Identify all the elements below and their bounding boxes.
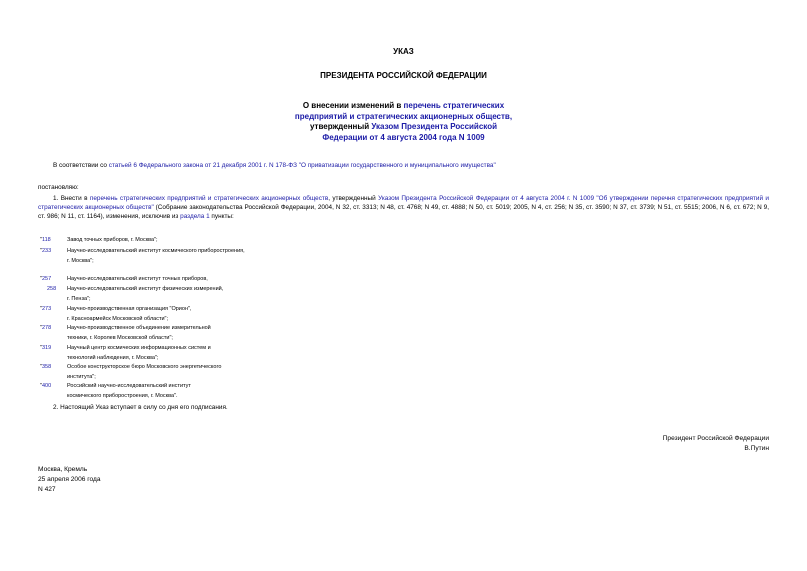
item-text: Научный центр космических информационных систем и технологий наблюдения, г. Москва"; <box>67 345 211 361</box>
item-number-link[interactable]: 273 <box>41 306 52 312</box>
item-number-link[interactable]: 118 <box>41 237 51 243</box>
paragraph-1-decree-link[interactable]: Указом Президента Российской Федерации от 4 августа 2004 г. N 1009 "Об утверждении перечня стратегических предприятий и стратегических акционерных обществ" <box>38 195 769 212</box>
preamble <box>53 161 496 170</box>
issue-place: Москва, Кремль <box>38 466 88 473</box>
signature-block <box>663 434 769 453</box>
decree-title-line-3 <box>0 122 807 133</box>
decree-title-prefix: О внесении изменений в <box>302 101 404 110</box>
item-number-link[interactable]: 257 <box>41 276 52 282</box>
decree-title <box>0 101 807 143</box>
item-number: "358 <box>40 364 52 370</box>
decree-title-line-2 <box>0 112 807 123</box>
document-type-title: УКАЗ <box>393 47 414 56</box>
paragraph-1-part-1: 1. Внести в <box>53 195 90 202</box>
item-text: Особое конструкторское бюро Московского энергетического института"; <box>67 364 222 380</box>
preamble-prefix: В соответствии со <box>53 162 109 169</box>
signature-name: В.Путин <box>744 444 769 452</box>
paragraph-1-part-3: (Собрание законодательства Российской Федерации, 2004, N 32, ст. 3313; N 48, ст. 4768; N 49, ст. 4888; N 50, ст. 5019; 2005, N 4, ст. 256; N 35, ст. 3590; N 37, ст. 3739; N 51, ст. 5515; 2006, N 6, ст. 672; N 9, ст. 986; N 11, ст. 1164), изменения, исключив из <box>38 204 770 221</box>
item-text: Научно-производственное объединение измерительной техники, г. Королев Московской области"; <box>67 325 211 341</box>
decree-title-approved: утвержденный <box>310 122 372 131</box>
item-number: "257 <box>40 276 52 282</box>
item-number-link[interactable]: 400 <box>41 383 52 389</box>
item-number: "400 <box>40 383 52 389</box>
paragraph-2: 2. Настоящий Указ вступает в силу со дня его подписания. <box>53 404 228 411</box>
decree-title-link-decree[interactable]: Указом Президента Российской <box>371 122 497 131</box>
paragraph-1-section-link[interactable]: раздела 1 <box>180 213 210 221</box>
resolve-word: постановляю: <box>38 184 79 191</box>
signature-position: Президент Российской Федерации <box>662 435 769 442</box>
paragraph-1-list-link[interactable]: перечень стратегических предприятий и стратегических акционерных обществ <box>89 195 329 202</box>
item-number: "118 <box>40 237 51 243</box>
issuer-title: ПРЕЗИДЕНТА РОССИЙСКОЙ ФЕДЕРАЦИИ <box>320 71 487 80</box>
paragraph-1 <box>38 194 769 222</box>
item-number: "319 <box>40 345 52 351</box>
issue-number: N 427 <box>38 486 56 494</box>
issue-date: 25 апреля 2006 года <box>38 476 101 484</box>
item-text: Научно-исследовательский институт космического приборостроения, г. Москва"; <box>67 248 245 264</box>
item-number: "233 <box>40 248 52 254</box>
item-number: "273 <box>40 306 52 312</box>
item-number-link[interactable]: 278 <box>41 325 52 331</box>
decree-title-link-decree-cont[interactable]: Федерации от 4 августа 2004 года N 1009 <box>322 132 485 142</box>
decree-title-link-list[interactable]: перечень стратегических <box>403 101 505 110</box>
item-number-link[interactable]: 358 <box>41 364 52 370</box>
preamble-law-link[interactable]: статьей 6 Федерального закона от 21 декабря 2001 г. N 178-ФЗ "О приватизации государственного и муниципального имущества" <box>108 162 496 169</box>
item-text: Научно-исследовательский институт физических измерений, г. Пенза"; <box>67 286 224 302</box>
item-number: "278 <box>40 325 52 331</box>
item-text: Завод точных приборов, г. Москва"; <box>67 237 158 243</box>
issue-details <box>38 465 101 496</box>
paragraph-1-part-4: пункты: <box>209 213 234 221</box>
item-text: Научно-исследовательский институт точных приборов, <box>67 276 208 282</box>
item-number-link[interactable]: 319 <box>41 345 52 351</box>
item-number-link[interactable]: 258 <box>47 286 57 292</box>
decree-title-link-list-cont[interactable]: предприятий и стратегических акционерных обществ, <box>294 111 513 121</box>
decree-title-line-4 <box>0 133 807 144</box>
item-number-link[interactable]: 233 <box>41 248 52 254</box>
paragraph-1-part-2: , утвержденный <box>328 195 379 202</box>
decree-title-line-1 <box>0 101 807 112</box>
item-text: Российский научно-исследовательский институт космического приборостроения, г. Москва". <box>67 383 191 399</box>
item-text: Научно-производственная организация "Орион", г. Красноармейск Московской области"; <box>67 306 192 322</box>
